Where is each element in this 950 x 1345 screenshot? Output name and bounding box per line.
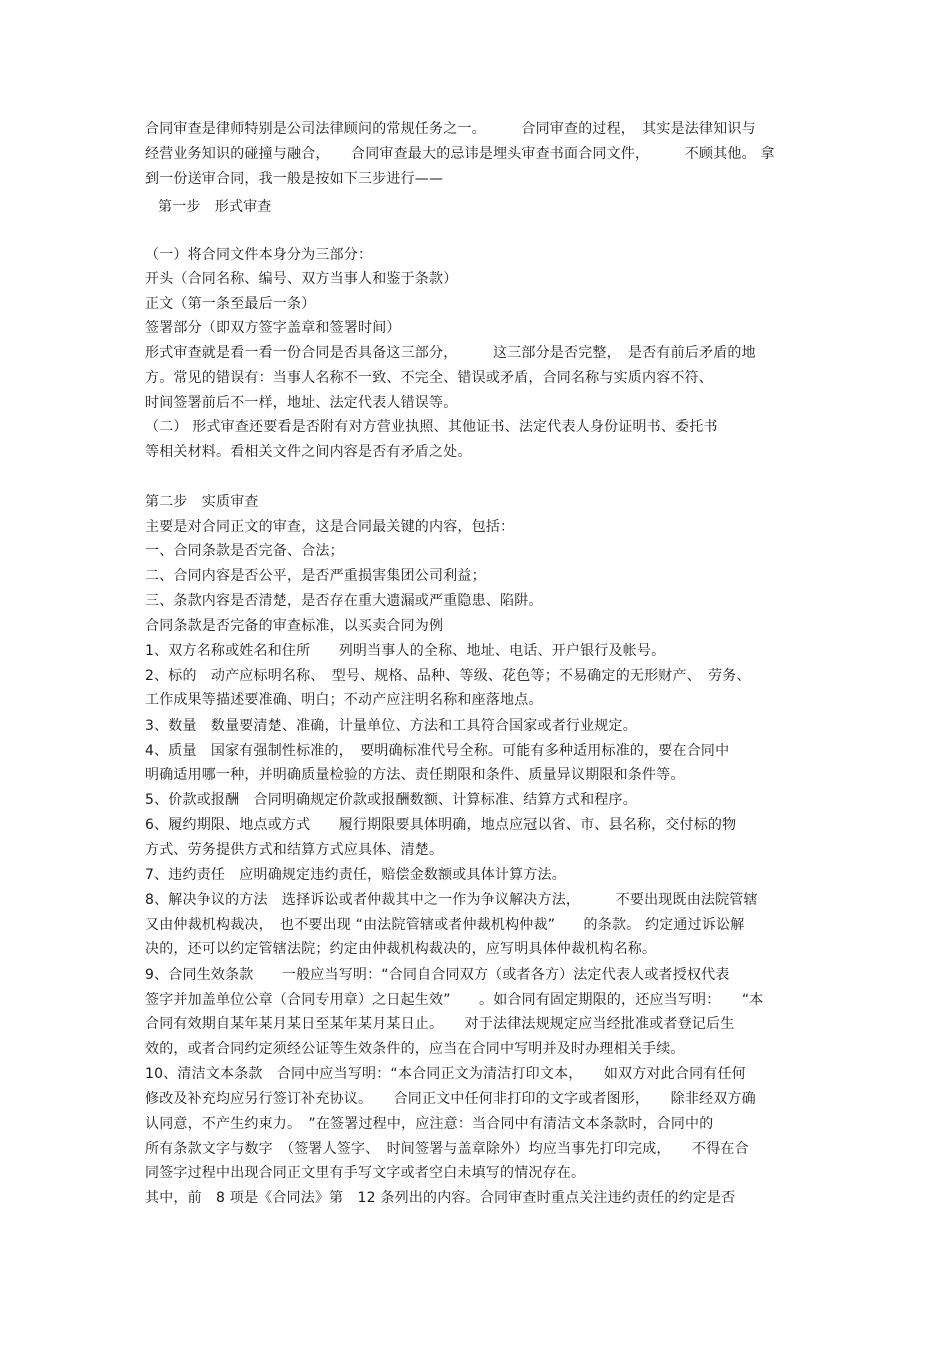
section-heading-step-1: 第一步 形式审查 bbox=[158, 199, 272, 215]
list-item-continuation: 同签字过程中出现合同正文里有手写文字或者空白未填写的情况存在。 bbox=[145, 1165, 586, 1181]
list-item-continuation: 合同有效期自某年某月某日至某年某月某日止。 对于法律法规规定应当经批准或者登记后生 bbox=[145, 1016, 735, 1032]
list-item: 10、清洁文本条款 合同中应当写明：“本合同正文为清洁打印文本， 如双方对此合同有任何 bbox=[145, 1066, 746, 1082]
paragraph-line: （一）将合同文件本身分为三部分： bbox=[145, 247, 373, 263]
list-item-continuation: 明确适用哪一种，并明确质量检验的方法、责任期限和条件、质量异议期限和条件等。 bbox=[145, 767, 685, 783]
list-item-continuation: 修改及补充均应另行签订补充协议。 合同正文中任何非打印的文字或者图形， 除非经双方确 bbox=[145, 1091, 756, 1107]
paragraph-line: 方。常见的错误有：当事人名称不一致、不完全、错误或矛盾，合同名称与实质内容不符、 bbox=[145, 370, 713, 386]
paragraph-line: 到一份送审合同，我一般是按如下三步进行—— bbox=[145, 171, 444, 187]
list-item-continuation: 认同意，不产生约束力。 ”在签署过程中，应注意：当合同中有清洁文本条款时，合同中的 bbox=[145, 1116, 714, 1132]
list-item-continuation: 签字并加盖单位公章（合同专用章）之日起生效” 。如合同有固定期限的，还应当写明： “本 bbox=[145, 992, 764, 1008]
paragraph-line: 等相关材料。看相关文件之间内容是否有矛盾之处。 bbox=[145, 444, 472, 460]
paragraph-line: 主要是对合同正文的审查，这是合同最关键的内容，包括： bbox=[145, 519, 515, 535]
list-item-continuation: 决的，还可以约定管辖法院；约定由仲裁机构裁决的，应写明具体仲裁机构名称。 bbox=[145, 941, 657, 957]
paragraph-line: （二） 形式审查还要看是否附有对方营业执照、其他证书、法定代表人身份证明书、委托书 bbox=[145, 419, 718, 435]
paragraph-line: 三、条款内容是否清楚，是否存在重大遗漏或严重隐患、陷阱。 bbox=[145, 593, 543, 609]
paragraph-line: 一、合同条款是否完备、合法； bbox=[145, 543, 344, 559]
paragraph-line: 正文（第一条至最后一条） bbox=[145, 296, 316, 312]
list-item: 8、解决争议的方法 选择诉讼或者仲裁其中之一作为争议解决方法， 不要出现既由法院管辖 bbox=[145, 892, 758, 908]
paragraph-line: 其中，前 8 项是《合同法》第 12 条列出的内容。合同审查时重点关注违约责任的约定是否 bbox=[145, 1190, 736, 1206]
paragraph-line: 时间签署前后不一样，地址、法定代表人错误等。 bbox=[145, 395, 458, 411]
list-item: 5、价款或报酬 合同明确规定价款或报酬数额、计算标准、结算方式和程序。 bbox=[145, 792, 637, 808]
paragraph-line: 签署部分（即双方签字盖章和签署时间） bbox=[145, 320, 401, 336]
paragraph-line: 经营业务知识的碰撞与融合， 合同审查最大的忌讳是埋头审查书面合同文件， 不顾其他。 拿 bbox=[145, 146, 775, 162]
list-item: 9、合同生效条款 一般应当写明：“合同自合同双方（或者各方）法定代表人或者授权代表 bbox=[145, 967, 730, 983]
list-item: 1、双方名称或姓名和住所 列明当事人的全称、地址、电话、开户银行及帐号。 bbox=[145, 643, 666, 659]
list-item: 3、数量 数量要清楚、准确，计量单位、方法和工具符合国家或者行业规定。 bbox=[145, 718, 637, 734]
paragraph-line: 合同审查是律师特别是公司法律顾问的常规任务之一。 合同审查的过程， 其实是法律知识与 bbox=[145, 121, 756, 137]
list-item-continuation: 所有条款文字与数字 （签署人签字、 时间签署与盖章除外）均应当事先打印完成， 不得在合 bbox=[145, 1141, 749, 1157]
list-item: 7、违约责任 应明确规定违约责任，赔偿金数额或具体计算方法。 bbox=[145, 867, 566, 883]
list-item: 4、质量 国家有强制性标准的， 要明确标准代号全称。可能有多种适用标准的，要在合同中 bbox=[145, 743, 730, 759]
list-item-continuation: 工作成果等描述要准确、明白；不动产应注明名称和座落地点。 bbox=[145, 692, 543, 708]
list-item-continuation: 效的，或者合同约定须经公证等生效条件的，应当在合同中写明并及时办理相关手续。 bbox=[145, 1041, 685, 1057]
list-item: 6、履约期限、地点或方式 履行期限要具体明确，地点应冠以省、市、县名称，交付标的物 bbox=[145, 817, 737, 833]
list-item-continuation: 方式、劳务提供方式和结算方式应具体、清楚。 bbox=[145, 842, 444, 858]
paragraph-line: 合同条款是否完备的审查标准，以买卖合同为例 bbox=[145, 618, 444, 634]
section-heading-step-2: 第二步 实质审查 bbox=[145, 494, 259, 510]
list-item: 2、标的 动产应标明名称、 型号、规格、品种、等级、花色等；不易确定的无形财产、 劳务、 bbox=[145, 668, 751, 684]
list-item-continuation: 又由仲裁机构裁决， 也不要出现 “由法院管辖或者仲裁机构仲裁” 的条款。 约定通过诉讼解 bbox=[145, 917, 745, 933]
paragraph-line: 开头（合同名称、编号、双方当事人和鉴于条款） bbox=[145, 271, 458, 287]
paragraph-line: 形式审查就是看一看一份合同是否具备这三部分， 这三部分是否完整， 是否有前后矛盾的地 bbox=[145, 345, 756, 361]
paragraph-line: 二、合同内容是否公平，是否严重损害集团公司利益； bbox=[145, 568, 486, 584]
